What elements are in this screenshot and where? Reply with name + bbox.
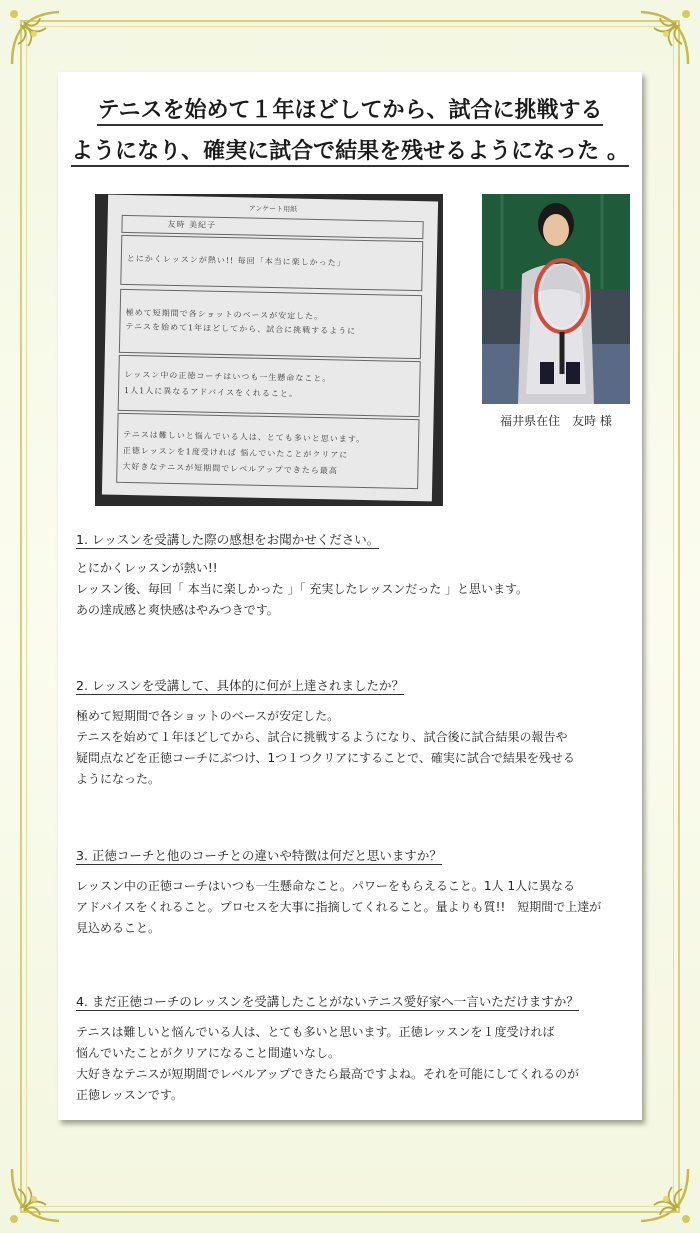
title-line-2: ようになり、確実に試合で結果を残せるようになった 。 [71,139,629,167]
answer-line: レッスン後、毎回「 本当に楽しかった 」「 充実したレッスンだった 」と思います。 [76,582,529,596]
corner-ornament-icon [626,4,696,74]
survey-handwriting: 大好きなテニスが短期間でレベルアップできたら最高 [122,461,338,476]
profile-caption: 福井県在住 友時 様 [500,414,612,428]
answer-line: 悩んでいたことがクリアになること間違いなし。 [76,1046,341,1060]
answer-line: テニスを始めて１年ほどしてから、試合に挑戦するようになり、試合後に試合結果の報告や [76,730,568,744]
answer-line: とにかくレッスンが熱い!! [76,561,218,575]
survey-sheet [102,195,438,502]
question-1 [76,530,379,548]
survey-handwriting: 友時 美紀子 [167,219,217,230]
corner-ornament-icon [4,4,74,74]
survey-sheet-photo [95,194,443,506]
survey-handwriting: テニスを始めて1年ほどしてから、試合に挑戦するように [125,321,357,336]
survey-handwriting: テニスは難しいと悩んでいる人は、とても多いと思います。 [123,429,366,445]
question-1-text: 1. レッスンを受講した際の感想をお聞かせください。 [76,532,380,547]
survey-handwriting: とにかくレッスンが熱い!! 毎回「本当に楽しかった」 [126,253,346,268]
profile-photo [482,194,630,404]
answer-1 [76,558,528,621]
answer-line: レッスン中の正徳コーチはいつも一生懸命なこと。パワーをもらえること。1人 1人に異なる [76,879,575,893]
survey-handwriting: レッスン中の正徳コーチはいつも一生懸命なこと。 [124,369,332,384]
question-4-text: 4. まだ正徳コーチのレッスンを受講したことがないテニス愛好家へ一言いただけますか？ [76,994,579,1009]
answer-4 [76,1022,579,1106]
answer-3 [76,876,601,939]
answer-line: 見込めること。 [76,921,161,935]
question-3-text: 3. 正徳コーチと他のコーチとの違いや特徴は何だと思いますか？ [76,848,442,863]
question-2 [76,676,404,694]
content-panel [58,72,642,1120]
survey-handwriting: 極めて短期間で各ショットのベースが安定した。 [125,307,324,322]
answer-line: ようになった。 [76,772,161,786]
corner-ornament-icon [4,1159,74,1229]
question-2-text: 2. レッスンを受講して、具体的に何が上達されましたか？ [76,678,405,693]
page-title [58,90,642,172]
answer-line: 正徳レッスンです。 [76,1088,183,1102]
answer-line: 疑問点などを正徳コーチにぶつけ、1つ１つクリアにすることで、確実に試合で結果を残せる [76,751,575,765]
answer-line: 極めて短期間で各ショットのベースが安定した。 [76,709,340,723]
answer-line: あの達成感と爽快感はやみつきです。 [76,603,279,617]
answer-2 [76,706,575,790]
survey-handwriting: 1人1人に異なるアドバイスをくれること。 [123,385,299,399]
answer-line: テニスは難しいと悩んでいる人は、とても多いと思います。正徳レッスンを１度受ければ [76,1025,555,1039]
survey-handwriting: 正徳レッスンを1度受ければ 悩んでいたことがクリアに [122,445,349,460]
question-3 [76,846,442,864]
question-4 [76,992,579,1010]
corner-ornament-icon [626,1159,696,1229]
answer-line: アドバイスをくれること。プロセスを大事に指摘してくれること。量よりも質!! 短期間で上達が [76,900,602,914]
survey-header: アンケート用紙 [248,204,298,214]
title-line-1: テニスを始めて１年ほどしてから、試合に挑戦する [97,98,602,126]
answer-line: 大好きなテニスが短期間でレベルアップできたら最高ですよね。それを可能にしてくれるのが [76,1067,580,1081]
person-with-racket-icon [482,194,630,404]
